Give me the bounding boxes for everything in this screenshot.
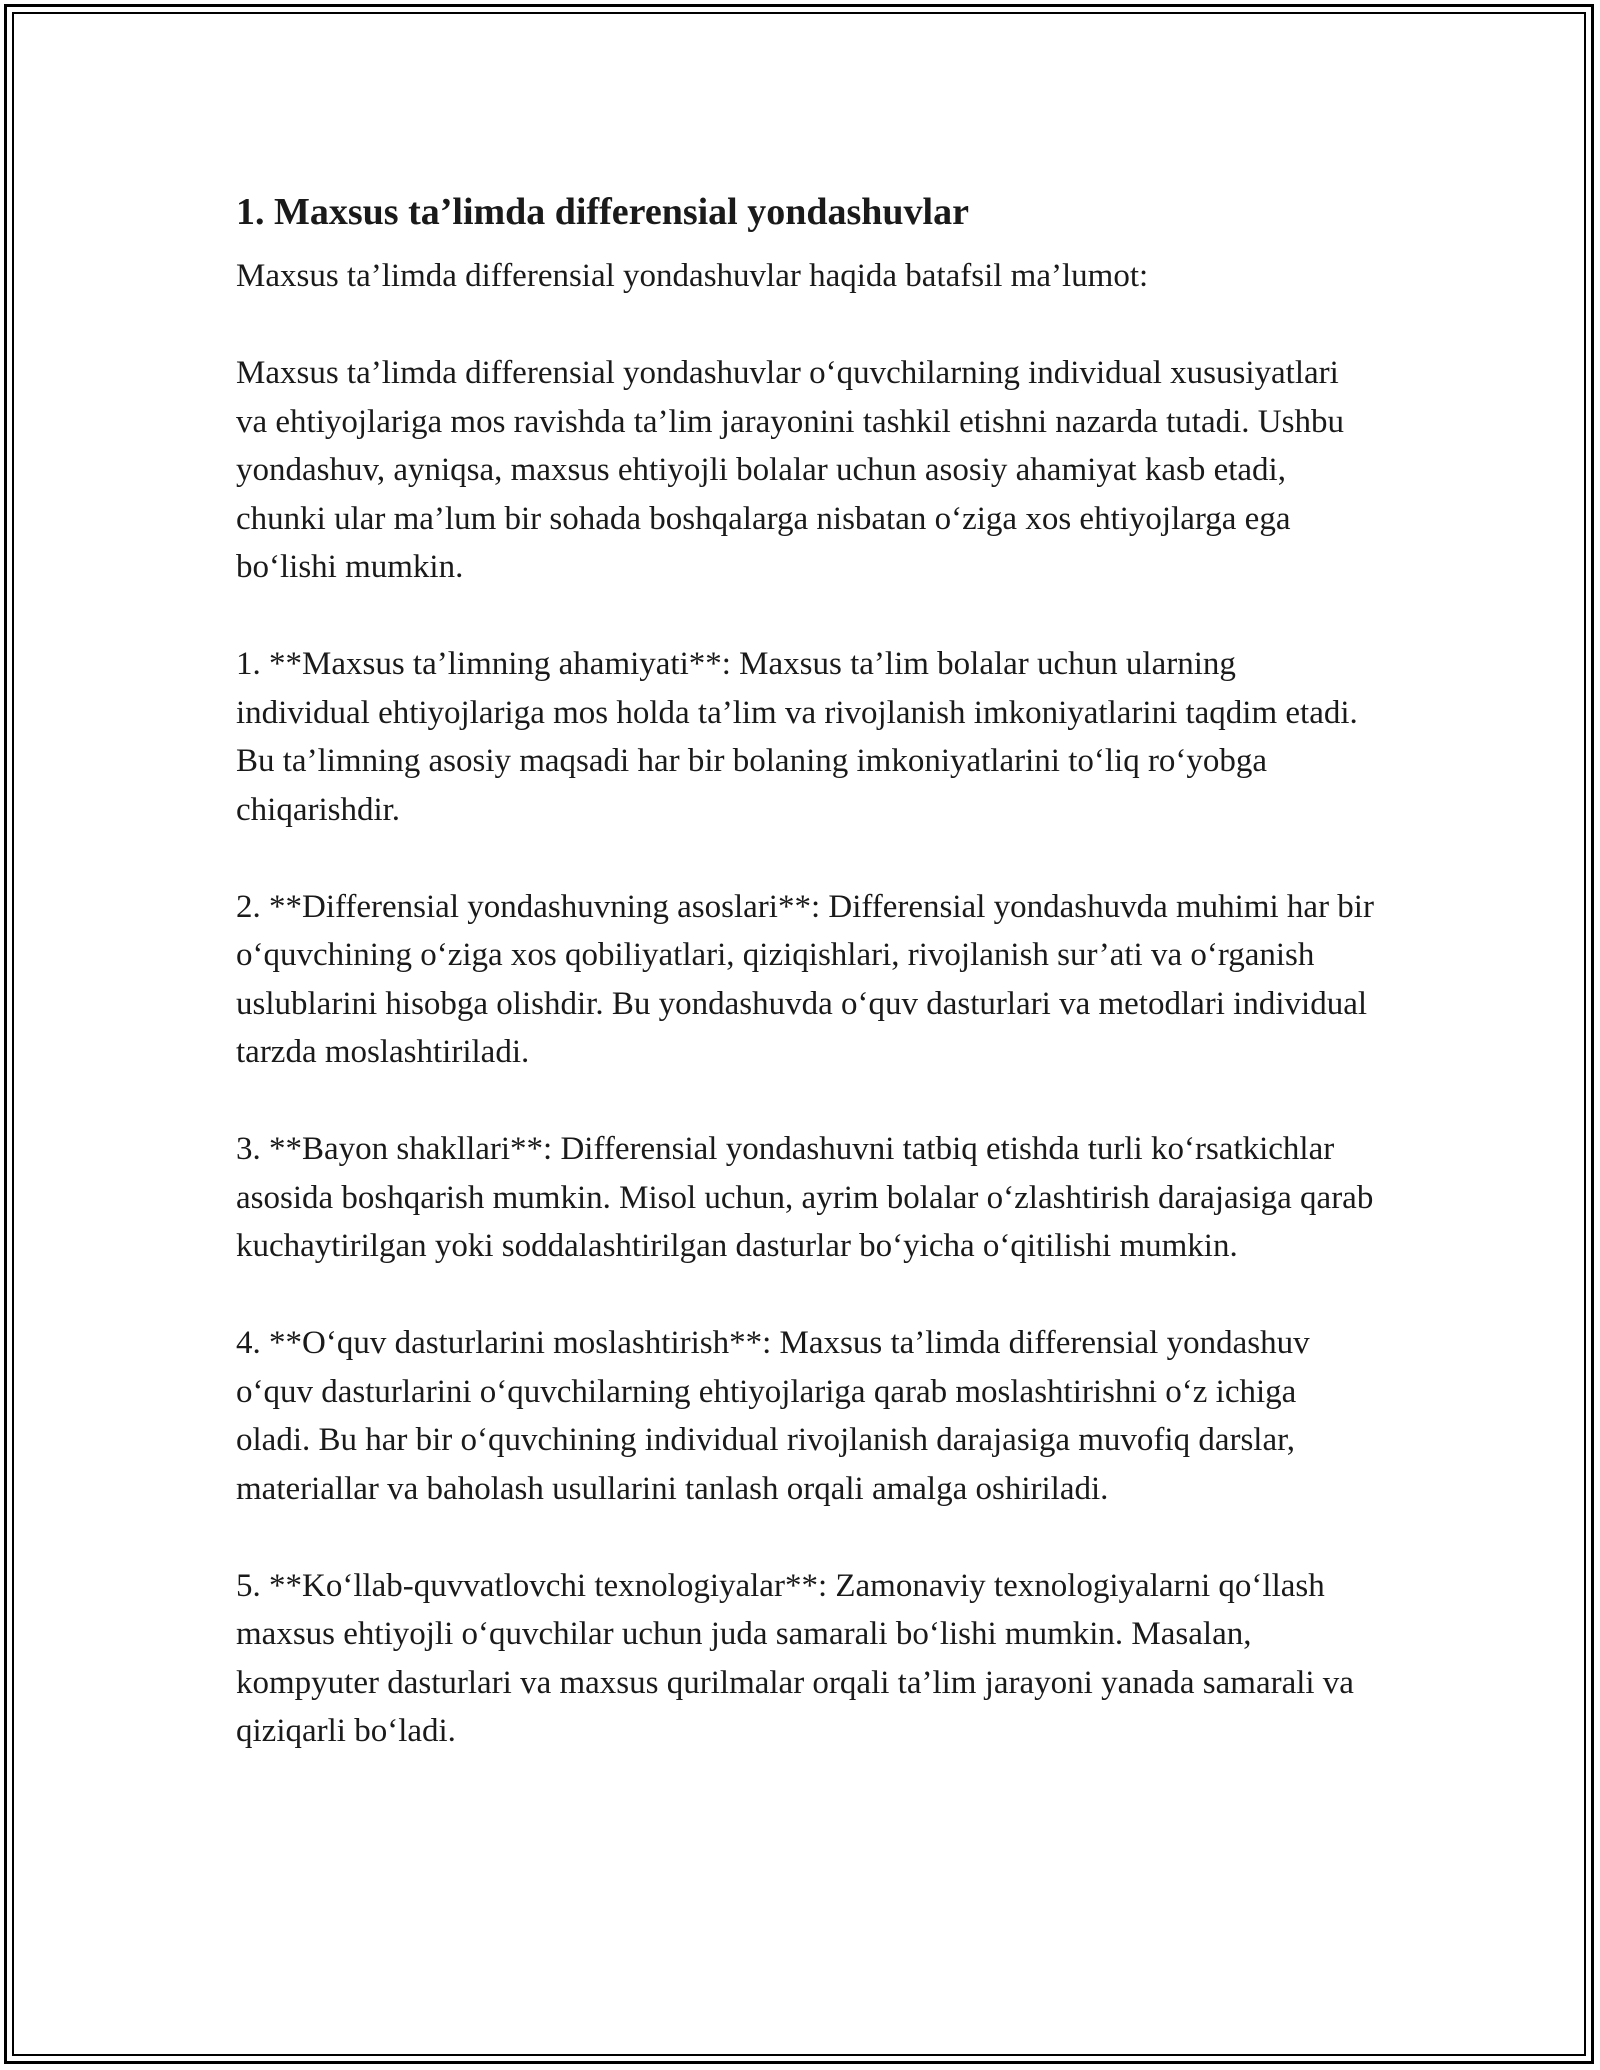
list-item: 5. **Ko‘llab-quvvatlovchi texnologiyalar**: Zamonaviy texnologiyalarni qo‘llash maxsus ehtiyojli o‘quvchilar uchun juda samarali bo‘lishi mumkin. Masalan, kompyuter dasturlari va maxsus qurilmalar orqali ta’lim jarayoni yanada samarali va qiziqarli bo‘ladi.: [236, 1567, 1354, 1749]
intro-paragraph: Maxsus ta’limda differensial yondashuvlar haqida batafsil ma’lumot:: [236, 258, 1149, 294]
list-item: 1. **Maxsus ta’limning ahamiyati**: Maxsus ta’lim bolalar uchun ularning individual ehtiyojlariga mos holda ta’lim va rivojlanish imkoniyatlarini taqdim etadi. Bu ta’limning asosiy maqsadi har bir bolaning imkoniyatlarini to‘liq ro‘yobga chiqarishdir.: [236, 646, 1358, 828]
list-item: 2. **Differensial yondashuvning asoslari**: Differensial yondashuvda muhimi har bir o‘quvchining o‘ziga xos qobiliyatlari, qiziqishlari, rivojlanish sur’ati va o‘rganish uslublarini hisobga olishdir. Bu yondashuvda o‘quv dasturlari va metodlari individual tarzda moslashtiriladi.: [236, 888, 1374, 1070]
document-body: [236, 186, 1376, 1804]
document-title: 1. Maxsus ta’limda differensial yondashuvlar: [236, 191, 969, 233]
list-item: 4. **O‘quv dasturlarini moslashtirish**: Maxsus ta’limda differensial yondashuv o‘quv dasturlarini o‘quvchilarning ehtiyojlariga qarab moslashtirishni o‘z ichiga oladi. Bu har bir o‘quvchining individual rivojlanish darajasiga muvofiq darslar, materiallar va baholash usullarini tanlash orqali amalga oshiriladi.: [236, 1325, 1310, 1507]
overview-paragraph: Maxsus ta’limda differensial yondashuvlar o‘quvchilarning individual xususiyatlari va ehtiyojlariga mos ravishda ta’lim jarayonini tashkil etishni nazarda tutadi. Ushbu yondashuv, ayniqsa, maxsus ehtiyojli bolalar uchun asosiy ahamiyat kasb etadi, chunki ular ma’lum bir sohada boshqalarga nisbatan o‘ziga xos ehtiyojlarga ega bo‘lishi mumkin.: [236, 355, 1344, 585]
list-item: 3. **Bayon shakllari**: Differensial yondashuvni tatbiq etishda turli ko‘rsatkichlar asosida boshqarish mumkin. Misol uchun, ayrim bolalar o‘zlashtirish darajasiga qarab kuchaytirilgan yoki soddalashtirilgan dasturlar bo‘yicha o‘qitilishi mumkin.: [236, 1131, 1374, 1264]
